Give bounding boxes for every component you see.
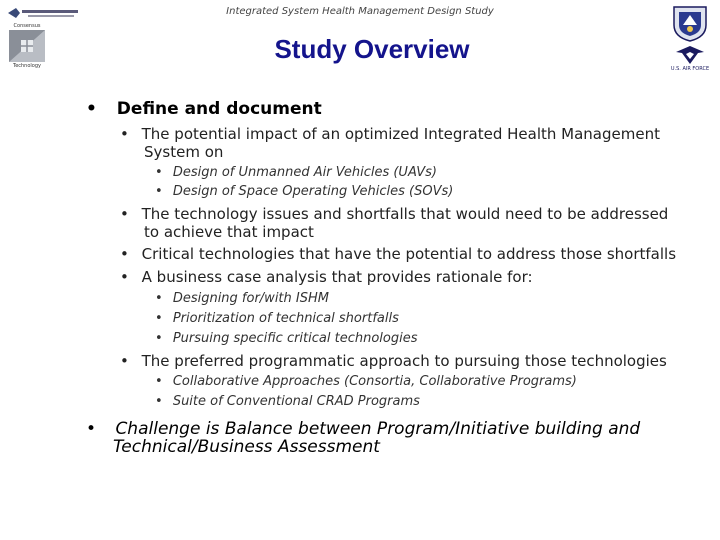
list-item: • The potential impact of an optimized Integrated Health Management — [120, 125, 660, 143]
bullet-dot: • — [86, 419, 97, 439]
consensus-label: Consensus — [13, 23, 41, 29]
bullet-dot: • — [120, 125, 129, 143]
study-name: Integrated System Health Management Design Study — [226, 6, 494, 17]
bullet-dot: • — [155, 184, 163, 199]
air-force-logo — [666, 44, 714, 74]
list-item: • Challenge is Balance between Program/Initiative building and — [86, 419, 641, 439]
list-item: • Pursuing specific critical technologies — [155, 331, 418, 346]
list-item: • A business case analysis that provides rationale for: — [120, 268, 533, 286]
air-force-label: U.S. AIR FORCE — [670, 66, 710, 72]
list-item: • The technology issues and shortfalls that would need to be addressed — [120, 205, 669, 223]
bullet-dot: • — [120, 352, 129, 370]
bullet-dot: • — [120, 268, 129, 286]
bullet-dot: • — [155, 165, 163, 180]
list-item-continuation: System on — [144, 143, 224, 161]
list-item: • Prioritization of technical shortfalls — [155, 311, 399, 326]
bullet-dot: • — [86, 99, 97, 119]
list-item: • Designing for/with ISHM — [155, 291, 329, 306]
bullet-dot: • — [155, 331, 163, 346]
consensus-technology-logo — [9, 23, 45, 69]
list-item: • Define and document — [86, 99, 322, 119]
list-item: • Critical technologies that have the potential to address those shortfalls — [120, 245, 677, 263]
list-item: • The preferred programmatic approach to pursuing those technologies — [120, 352, 667, 370]
list-item-continuation: Technical/Business Assessment — [113, 437, 380, 457]
bullet-dot: • — [155, 291, 163, 306]
bullet-dot: • — [155, 374, 163, 389]
bullet-dot: • — [155, 311, 163, 326]
technology-label: Technology — [12, 63, 41, 69]
page-title: Study Overview — [274, 34, 470, 64]
crest-icon — [670, 3, 710, 43]
list-item: • Design of Space Operating Vehicles (SOVs) — [155, 184, 454, 199]
list-item: • Suite of Conventional CRAD Programs — [155, 394, 420, 409]
bullet-dot: • — [155, 394, 163, 409]
bullet-dot: • — [120, 205, 129, 223]
list-item-continuation: to achieve that impact — [144, 223, 314, 241]
list-item: • Collaborative Approaches (Consortia, Collaborative Programs) — [155, 374, 577, 389]
list-item: • Design of Unmanned Air Vehicles (UAVs) — [155, 165, 437, 180]
bullet-dot: • — [120, 245, 129, 263]
